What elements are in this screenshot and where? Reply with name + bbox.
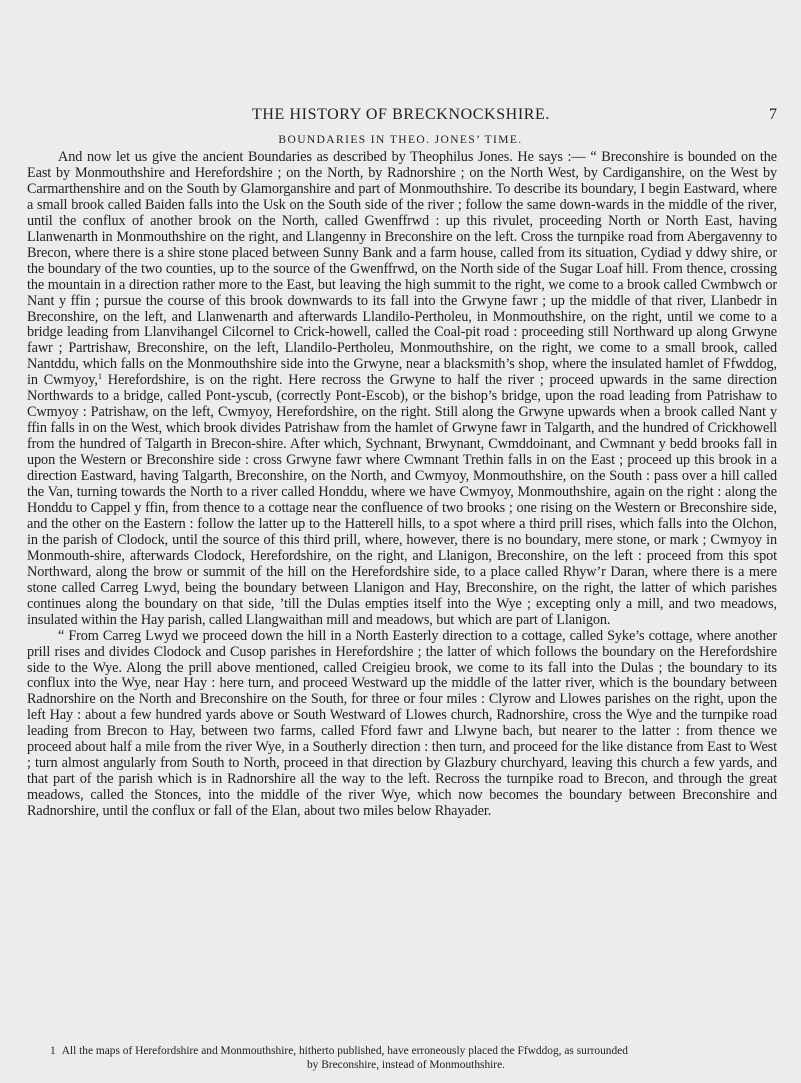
paragraph-1	[27, 150, 777, 629]
running-title: THE HISTORY OF BRECKNOCKSHIRE.	[251, 106, 551, 123]
footnote-line-1: All the maps of Herefordshire and Monmouthshire, hitherto published, have erroneously placed the Ffwddog, as surrounded	[61, 1045, 628, 1057]
running-head	[25, 106, 777, 128]
paragraph-1-text-b: Herefordshire, is on the right. Here recross the Grwyne to half the river ; proceed upwards in the same direction Northwards to a bridge, called Pont-yscub, (correctly Pont-Escob), or the bishop’s bridge, upon the road leading from Patrishaw to Cwmyoy : Patrishaw, on the left, Cwmyoy, Herefordshire, on the right. Still along the Grwyne upwards when a brook called Nant y ffin falls in on the West, which brook divides Patrishaw from the hamlet of Grwyne fawr in Talgarth, and the hundred of Crickhowell from the hundred of Talgarth in Brecon-shire. After which, Sychnant, Brwynant, Cwmddoinant, and Cwmnant y bedd brooks fall in upon the Western or Breconshire side : cross Grwyne fawr where Cwmnant Trethin falls in on the East ; proceed up this brook in a direction Eastward, having Talgarth, Breconshire, on the North, and Cwmyoy, Monmouthshire, on the South : pass over a hill called the Van, turning towards the North to a river called Honddu, where we have Cwmyoy, Monmouthshire, again on the right : along the Honddu to Cappel y ffin, from thence to a cottage near the confluence of two brooks ; one rising on the Western or Breconshire side, and the other on the Eastern : follow the latter up to the Hatterell hills, to a spot where a third prill rises, which falls into the Olchon, in the parish of Clodock, until the source of this third prill, where, however, there is no boundary, mere stone, or mark ; Cwmyoy in Monmouth-shire, afterwards Clodock, Herefordshire, on the right, and Llanigon, Breconshire, on the left : proceed from this spot Northward, along the brow or summit of the hill on the Herefordshire side, to a place called Rhyw’r Daran, where there is a mere stone called Carreg Lwyd, being the boundary between Llanigon and Hay, Breconshire, on the right, the latter of which parishes continues along the boundary on that side, ’till the Dulas empties itself into the Wye ; excepting only a mill, and two meadows, insulated within the Hay parish, called Llangwaithan mill and meadows, but which are part of Llanigon.	[27, 372, 777, 628]
paragraph-2: “ From Carreg Lwyd we proceed down the hill in a North Easterly direction to a cottage, called Syke’s cottage, where another prill rises and divides Clodock and Cusop parishes in Herefordshire ; the latter of which follows the boundary on the Herefordshire side to the Wye. Along the prill above mentioned, called Creigieu brook, we come to its fall into the Dulas ; the boundary to its conflux into the Wye, near Hay : here turn, and proceed Westward up the middle of the latter river, which is the boundary between Radnorshire on the North and Breconshire on the South, for three or four miles : Clyrow and Llowes parishes on the right, upon the left Hay : about a few hundred yards above or South Westward of Llowes church, Radnorshire, cross the Wye and the turnpike road leading from Brecon to Hay, between two farms, called Fford fawr and Llwyne bach, but nearer to the latter : from thence we proceed about half a mile from the river Wye, in a Southerly direction : then turn, and proceed for the like distance from East to West ; turn almost angularly from South to North, proceed in that direction by Glazbury churchyard, leaving this church a few yards, and that part of the parish which is in Radnorshire all the way to the left. Recross the turnpike road to Brecon, and through the great meadows, called the Stonces, into the middle of the river Wye, which now becomes the boundary between Breconshire and Radnorshire, until the conflux or fall of the Elan, about two miles below Rhayader.	[27, 627, 777, 820]
paragraph-1-text-a: And now let us give the ancient Boundaries as described by Theophilus Jones. He says :— “ Breconshire is bounded on the East by Monmouthshire and Herefordshire ; on the North, by Radnorshire ; on the North West, by Cardiganshire, on the West by Carmarthenshire and on the South by Glamorganshire and part of Monmouthshire. To describe its boundary, I begin Eastward, where a small brook called Baiden falls into the Usk on the South side of the river ; follow the same down-wards in the middle of the river, until the conflux of another brook on the North, called Gwenffrwd : up this rivulet, proceeding North or North East, having Llanwenarth in Monmouthshire on the right, and Llangenny in Breconshire on the left. Cross the turnpike road from Abergavenny to Brecon, where there is a shire stone placed between Sunny Bank and a farm house, called from its situation, Cydiad y ddwy shire, or the boundary of the two counties, up to the source of the Gwenffrwd, on the North side of the Sugar Loaf hill. From thence, crossing the mountain in a direction rather more to the East, but leaving the high summit to the right, we come to a brook called Cwmbwch or Nant y ffin ; pursue the course of this brook downwards to its fall into the Grwyne fawr ; up the middle of that river, Llanbedr in Breconshire, on the left, and Llanwenarth and afterwards Llandilo-Pertholeu, in Monmouthshire, on the right, until we come to a bridge leading from Llanvihangel Cilcornel to Crick-howell, called the Coal-pit road : proceeding still Northward up along Grwyne fawr ; Partrishaw, Breconshire, on the left, Llandilo-Pertholeu, Monmouthshire, on the right, we come to a small brook, called Nantddu, which falls on the Monmouthshire side into the Grwyne, near a blacksmith’s shop, where the insulated hamlet of Ffwddog, in Cwmyoy,	[27, 149, 777, 389]
section-heading: BOUNDARIES IN THEO. JONES’ TIME.	[278, 134, 523, 146]
footnote-reference: 1	[97, 371, 103, 382]
footnote-line-2: by Breconshire, instead of Monmouthshire.	[306, 1058, 506, 1071]
page-number: 7	[769, 106, 777, 123]
footnote-mark: 1	[50, 1045, 56, 1057]
body-text	[27, 150, 777, 820]
footnote	[50, 1045, 762, 1072]
